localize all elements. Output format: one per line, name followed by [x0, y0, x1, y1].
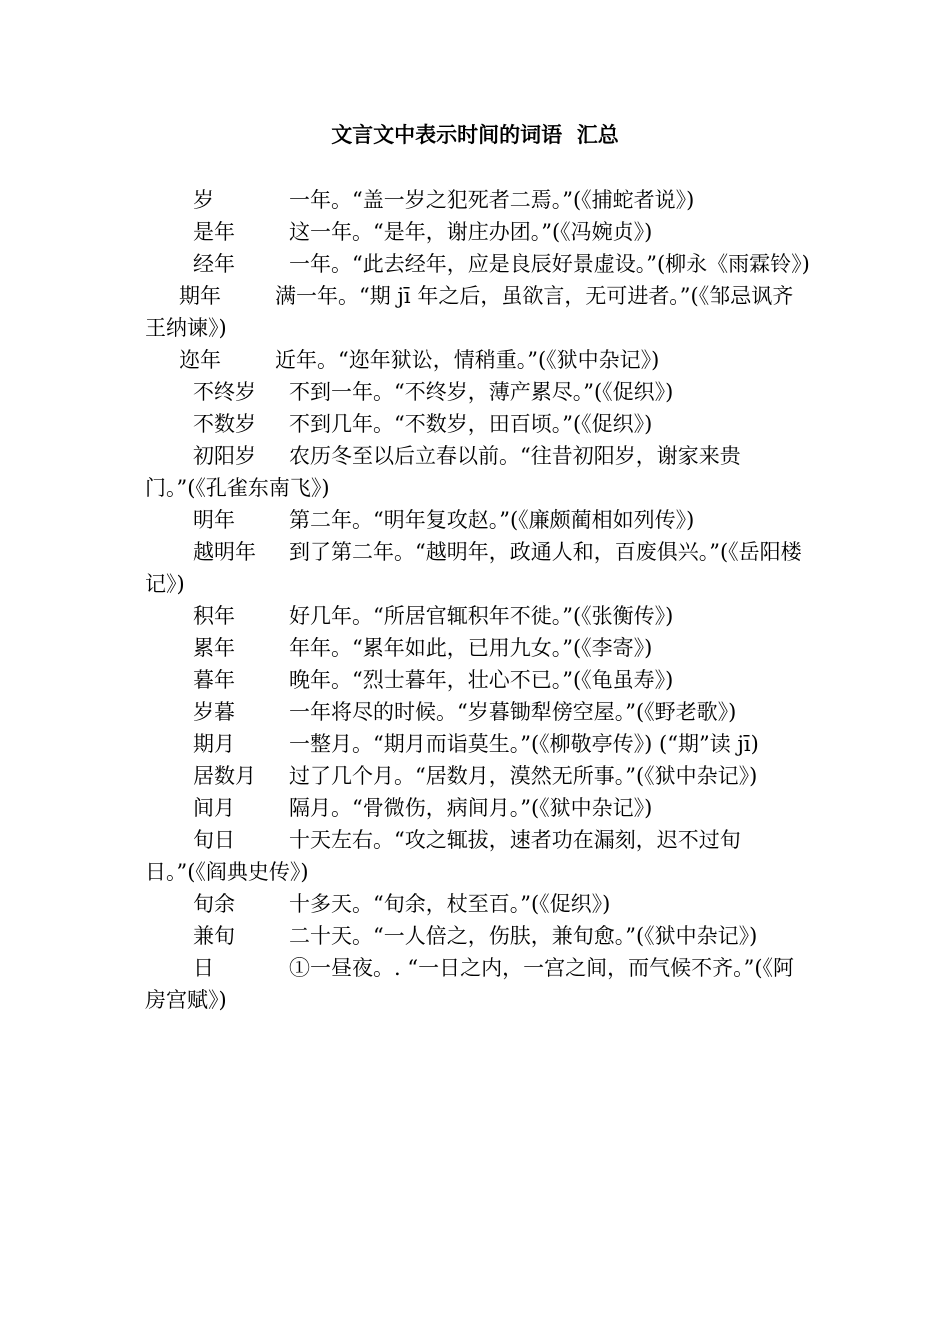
list-item — [145, 344, 813, 376]
entry-definition: 这一年。“是年，谢庄办团。”(《冯婉贞》) — [289, 220, 653, 244]
entry-term: 越明年 — [193, 540, 256, 564]
entry-term: 初阳岁 — [193, 444, 256, 468]
entry-definition: 一年。“此去经年，应是良辰好景虚设。”(柳永《雨霖铃》) — [289, 252, 810, 276]
entry-term: 岁暮 — [193, 700, 235, 724]
entry-definition: 不到一年。“不终岁，薄产累尽。”(《促织》) — [289, 380, 674, 404]
entry-definition: 近年。“迩年狱讼，情稍重。”(《狱中杂记》) — [275, 348, 660, 372]
entry-definition: 十多天。“旬余，杖至百。”(《促织》) — [289, 892, 611, 916]
entry-term: 兼旬 — [193, 924, 235, 948]
entry-definition: ①一昼夜。. “一日之内，一宫之间，而气候不齐。”(《阿房宫赋》) — [145, 956, 795, 1012]
entry-list — [145, 184, 813, 1016]
list-item — [145, 376, 813, 408]
list-item — [145, 280, 813, 344]
entry-definition: 第二年。“明年复攻赵。”(《廉颇蔺相如列传》) — [289, 508, 695, 532]
entry-term: 不终岁 — [193, 380, 256, 404]
list-item — [145, 248, 813, 280]
entry-term: 暮年 — [193, 668, 235, 692]
entry-term: 期月 — [193, 732, 235, 756]
entry-term: 不数岁 — [193, 412, 256, 436]
entry-definition: 隔月。“骨微伤，病间月。”(《狱中杂记》) — [289, 796, 653, 820]
entry-term: 积年 — [193, 604, 235, 628]
entry-definition: 二十天。“一人倍之，伤肤，兼旬愈。”(《狱中杂记》) — [289, 924, 758, 948]
list-item — [145, 664, 813, 696]
list-item — [145, 728, 813, 760]
entry-definition: 十天左右。“攻之辄拔，速者功在漏刻，迟不过旬日。”(《阎典史传》) — [145, 828, 741, 884]
list-item — [145, 184, 813, 216]
page-title: 文言文中表示时间的词语 汇总 — [331, 123, 619, 147]
entry-term: 旬余 — [193, 892, 235, 916]
list-item — [145, 920, 813, 952]
entry-term: 旬日 — [193, 828, 235, 852]
entry-term: 是年 — [193, 220, 235, 244]
list-item — [145, 632, 813, 664]
entry-definition: 不到几年。“不数岁，田百顷。”(《促织》) — [289, 412, 653, 436]
list-item — [145, 536, 813, 600]
entry-term: 居数月 — [193, 764, 256, 788]
list-item — [145, 600, 813, 632]
entry-term: 岁 — [193, 188, 214, 212]
entry-definition: 一年将尽的时候。“岁暮锄犁傍空屋。”(《野老歌》) — [289, 700, 737, 724]
entry-definition: 农历冬至以后立春以前。“往昔初阳岁，谢家来贵门。”(《孔雀东南飞》) — [145, 444, 741, 500]
entry-definition: 过了几个月。“居数月，漠然无所事。”(《狱中杂记》) — [289, 764, 758, 788]
list-item — [145, 696, 813, 728]
list-item — [145, 216, 813, 248]
list-item — [145, 792, 813, 824]
entry-term: 间月 — [193, 796, 235, 820]
list-item — [145, 952, 813, 1016]
list-item — [145, 888, 813, 920]
list-item — [145, 824, 813, 888]
list-item — [145, 440, 813, 504]
entry-term: 经年 — [193, 252, 235, 276]
list-item — [145, 408, 813, 440]
entry-term: 累年 — [193, 636, 235, 660]
entry-definition: 年年。“累年如此，已用九女。”(《李寄》) — [289, 636, 653, 660]
list-item — [145, 504, 813, 536]
entry-definition: 好几年。“所居官辄积年不徙。”(《张衡传》) — [289, 604, 674, 628]
entry-term: 日 — [193, 956, 214, 980]
entry-definition: 满一年。“期 jī 年之后，虽欲言，无可进者。”(《邹忌讽齐王纳谏》) — [145, 284, 794, 340]
list-item — [145, 760, 813, 792]
entry-definition: 晚年。“烈士暮年，壮心不已。”(《龟虽寿》) — [289, 668, 674, 692]
entry-term: 明年 — [193, 508, 235, 532]
entry-definition: 一整月。“期月而诣莫生。”(《柳敬亭传》) (“期”读 jī) — [289, 732, 759, 756]
entry-term: 迩年 — [179, 348, 221, 372]
entry-definition: 一年。“盖一岁之犯死者二焉。”(《捕蛇者说》) — [289, 188, 695, 212]
entry-definition: 到了第二年。“越明年，政通人和，百废俱兴。”(《岳阳楼记》) — [145, 540, 802, 596]
entry-term: 期年 — [179, 284, 221, 308]
